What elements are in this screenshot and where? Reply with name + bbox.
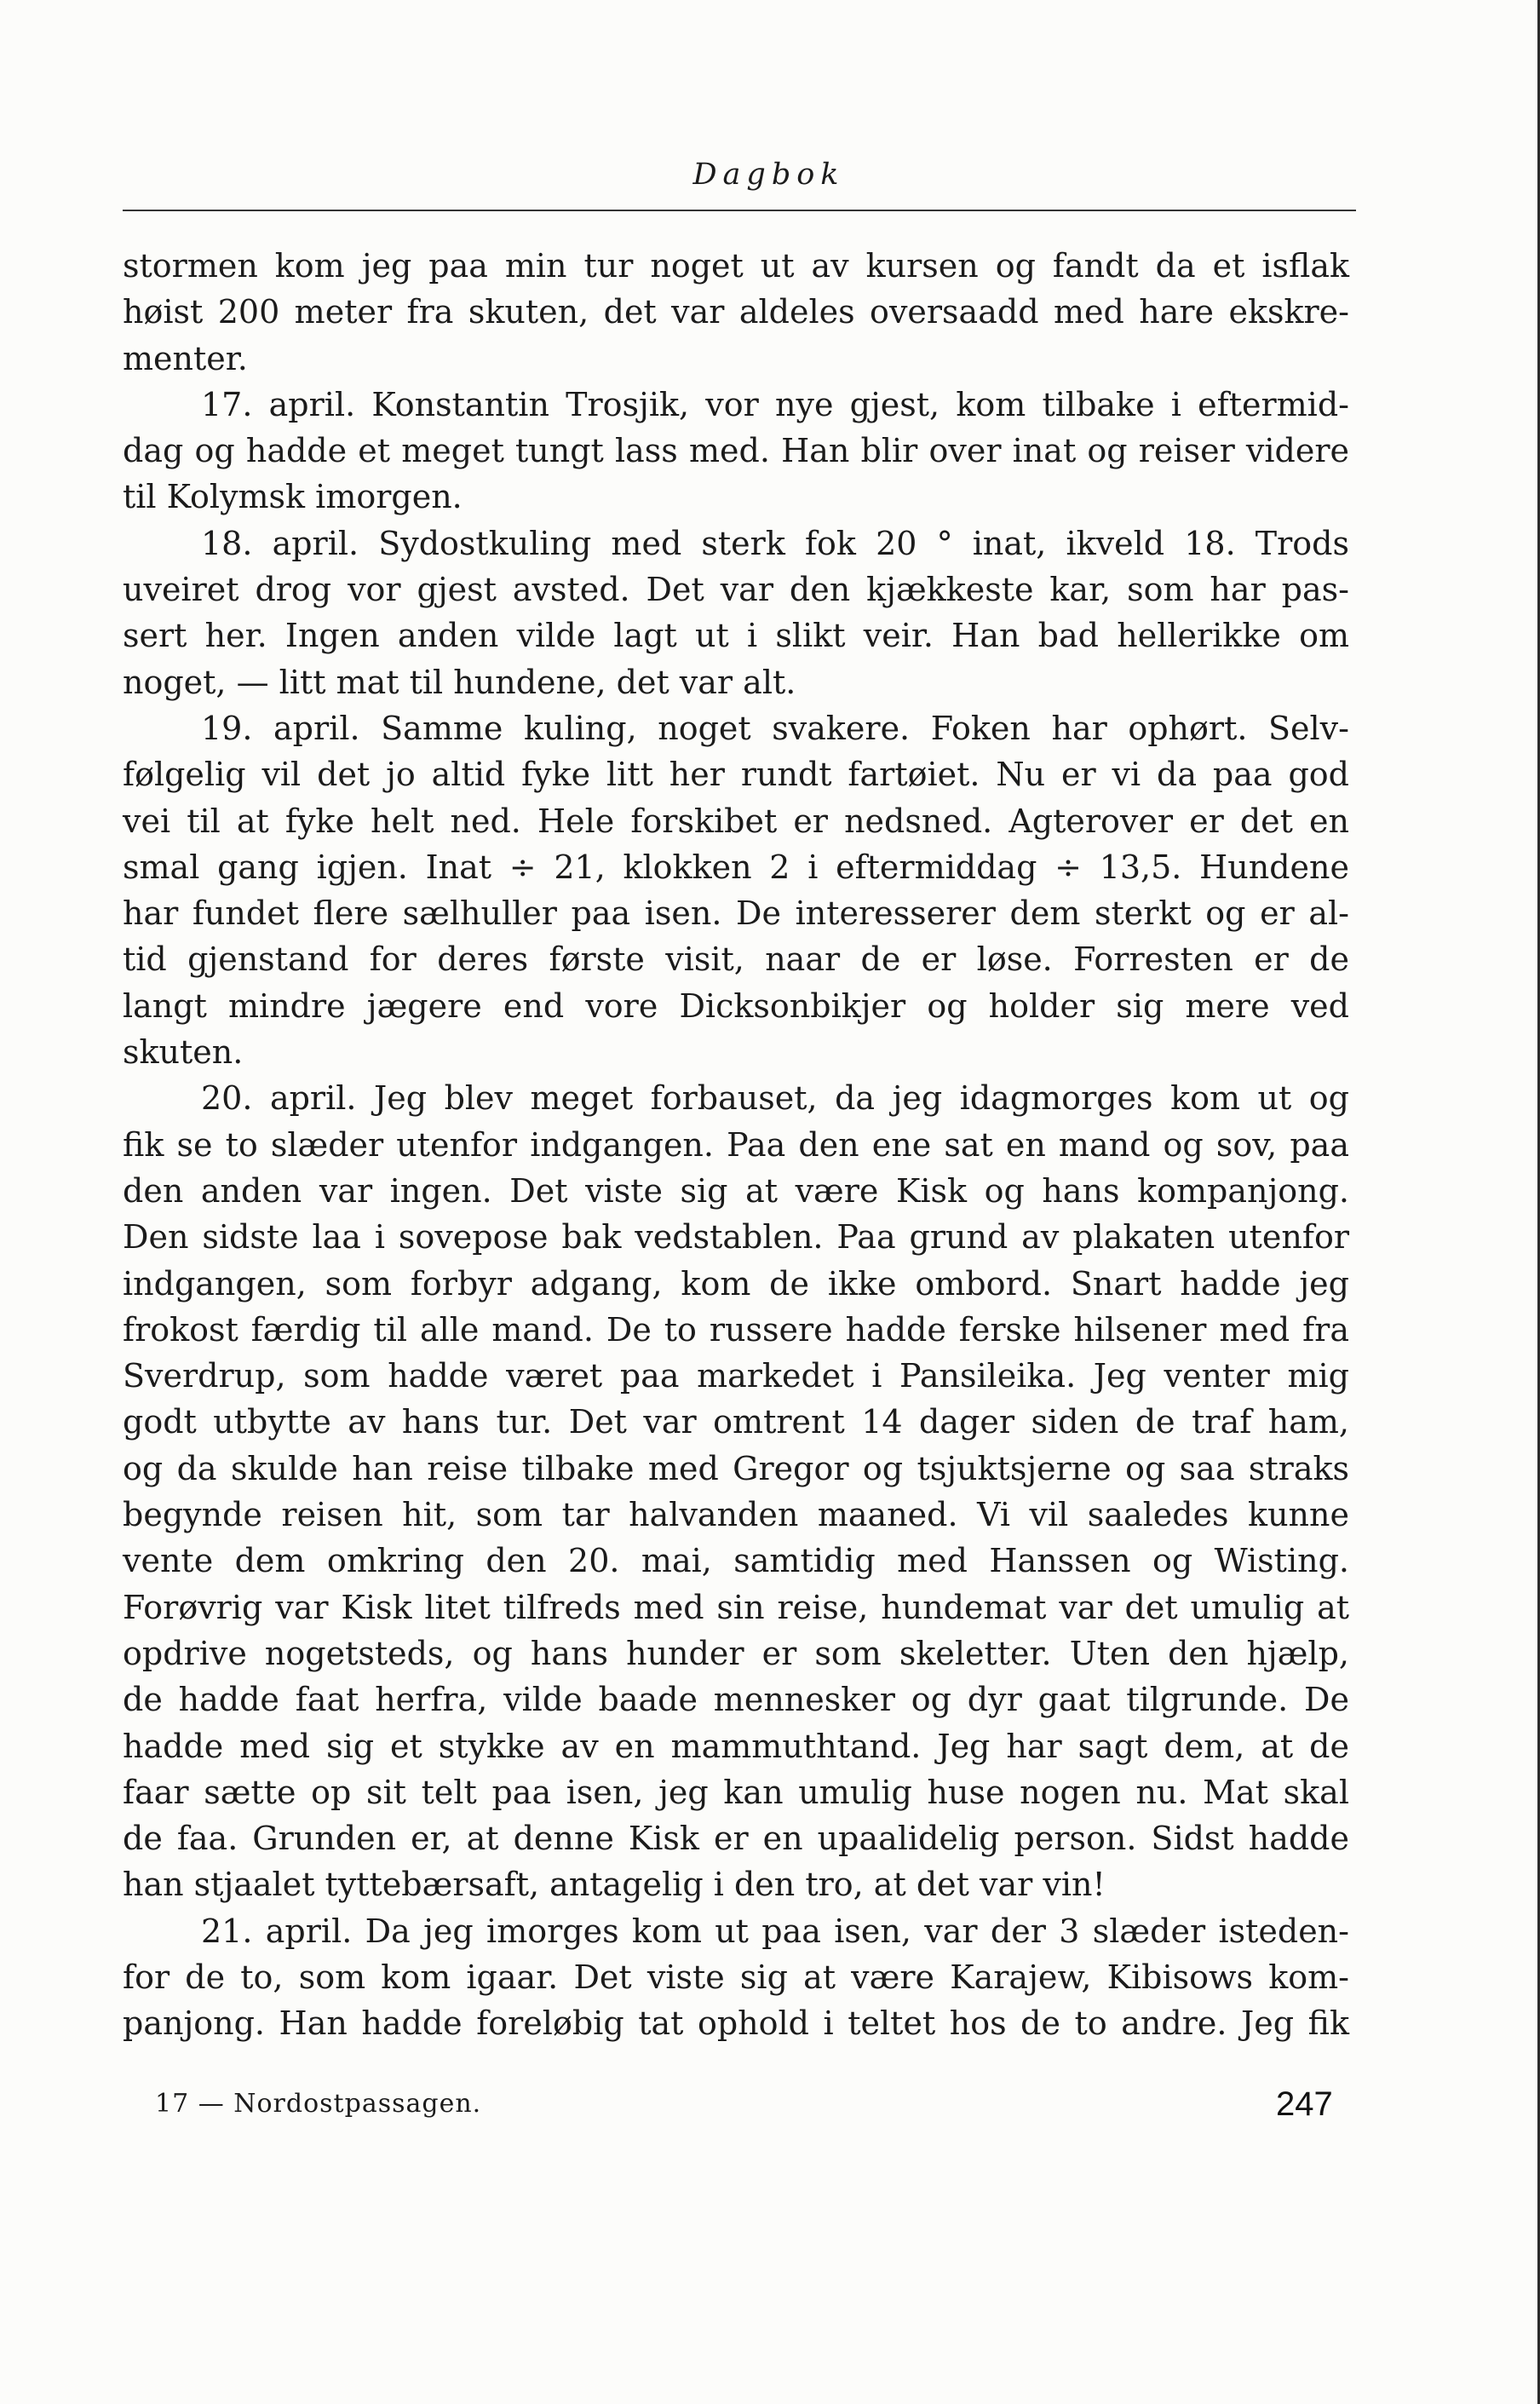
text-line: vei til at fyke helt ned. Hele forskibet er nedsned. Agterover er det en [123, 802, 1349, 840]
text-line: 19. april. Samme kuling, noget svakere. Foken har ophørt. Selv- [201, 709, 1349, 747]
text-line: dag og hadde et meget tungt lass med. Han blir over inat og reiser videre [123, 432, 1349, 470]
body-text [123, 243, 1349, 2047]
text-line: indgangen, som forbyr adgang, kom de ikke ombord. Snart hadde jeg [123, 1264, 1349, 1303]
text-line: den anden var ingen. Det viste sig at være Kisk og hans kompanjong. [123, 1171, 1349, 1210]
text-line: Forøvrig var Kisk litet tilfreds med sin reise, hundemat var det umulig at [123, 1588, 1349, 1626]
text-line: høist 200 meter fra skuten, det var aldeles oversaadd med hare ekskre- [123, 293, 1349, 331]
header-rule [123, 210, 1356, 211]
text-line: til Kolymsk imorgen. [123, 478, 463, 516]
text-line: for de to, som kom igaar. Det viste sig at være Karajew, Kibisows kom- [123, 1958, 1349, 1996]
text-line: panjong. Han hadde foreløbig tat ophold i teltet hos de to andre. Jeg fik [123, 2004, 1349, 2043]
text-line: har fundet flere sælhuller paa isen. De interesserer dem sterkt og er al- [123, 894, 1349, 933]
text-line: de hadde faat herfra, vilde baade mennesker og dyr gaat tilgrunde. De [123, 1681, 1349, 1719]
text-line: begynde reisen hit, som tar halvanden maaned. Vi vil saaledes kunne [123, 1496, 1349, 1534]
text-line: følgelig vil det jo altid fyke litt her rundt fartøiet. Nu er vi da paa god [123, 756, 1349, 794]
text-line: vente dem omkring den 20. mai, samtidig med Hanssen og Wisting. [123, 1542, 1349, 1580]
text-line: langt mindre jægere end vore Dicksonbikjer og holder sig mere ved [123, 986, 1349, 1025]
text-line: godt utbytte av hans tur. Det var omtrent 14 dager siden de traf ham, [123, 1403, 1349, 1441]
text-line: 20. april. Jeg blev meget forbauset, da jeg idagmorges kom ut og [201, 1079, 1349, 1118]
signature-mark: 17 — Nordostpassagen. [155, 2089, 482, 2119]
text-line: hadde med sig et stykke av en mammuthtand. Jeg har sagt dem, at de [123, 1727, 1349, 1765]
text-line: uveiret drog vor gjest avsted. Det var den kjækkeste kar, som har pas- [123, 571, 1349, 609]
text-line: de faa. Grunden er, at denne Kisk er en upaalidelig person. Sidst hadde [123, 1820, 1349, 1858]
text-line: sert her. Ingen anden vilde lagt ut i slikt veir. Han bad hellerikke om [123, 617, 1349, 655]
text-line: tid gjenstand for deres første visit, naar de er løse. Forresten er de [123, 940, 1349, 979]
running-head: Dagbok [692, 158, 845, 192]
text-line: menter. [123, 339, 248, 377]
text-line: stormen kom jeg paa min tur noget ut av kursen og fandt da et isflak [123, 247, 1349, 285]
text-line: skuten. [123, 1033, 244, 1072]
text-line: 17. april. Konstantin Trosjik, vor nye gjest, kom tilbake i eftermid- [201, 385, 1349, 423]
text-line: smal gang igjen. Inat ÷ 21, klokken 2 i eftermiddag ÷ 13,5. Hundene [123, 848, 1349, 886]
text-line: Den sidste laa i sovepose bak vedstablen. Paa grund av plakaten utenfor [123, 1218, 1349, 1257]
text-line: Sverdrup, som hadde været paa markedet i Pansileika. Jeg venter mig [123, 1357, 1349, 1395]
text-line: faar sætte op sit telt paa isen, jeg kan umulig huse nogen nu. Mat skal [123, 1773, 1349, 1811]
text-line: og da skulde han reise tilbake med Gregor og tsjuktsjerne og saa straks [123, 1449, 1349, 1487]
text-line: opdrive nogetsteds, og hans hunder er som skeletter. Uten den hjælp, [123, 1634, 1349, 1672]
text-line: 18. april. Sydostkuling med sterk fok 20 ° inat, ikveld 18. Trods [201, 524, 1349, 562]
text-line: han stjaalet tyttebærsaft, antagelig i den tro, at det var vin! [123, 1866, 1106, 1904]
text-line: 21. april. Da jeg imorges kom ut paa isen, var der 3 slæder isteden- [201, 1912, 1349, 1950]
text-line: frokost færdig til alle mand. De to russere hadde ferske hilsener med fra [123, 1310, 1349, 1349]
text-line: noget, — litt mat til hundene, det var alt. [123, 663, 796, 701]
page-number: 247 [1276, 2085, 1333, 2123]
text-line: fik se to slæder utenfor indgangen. Paa den ene sat en mand og sov, paa [123, 1125, 1349, 1164]
